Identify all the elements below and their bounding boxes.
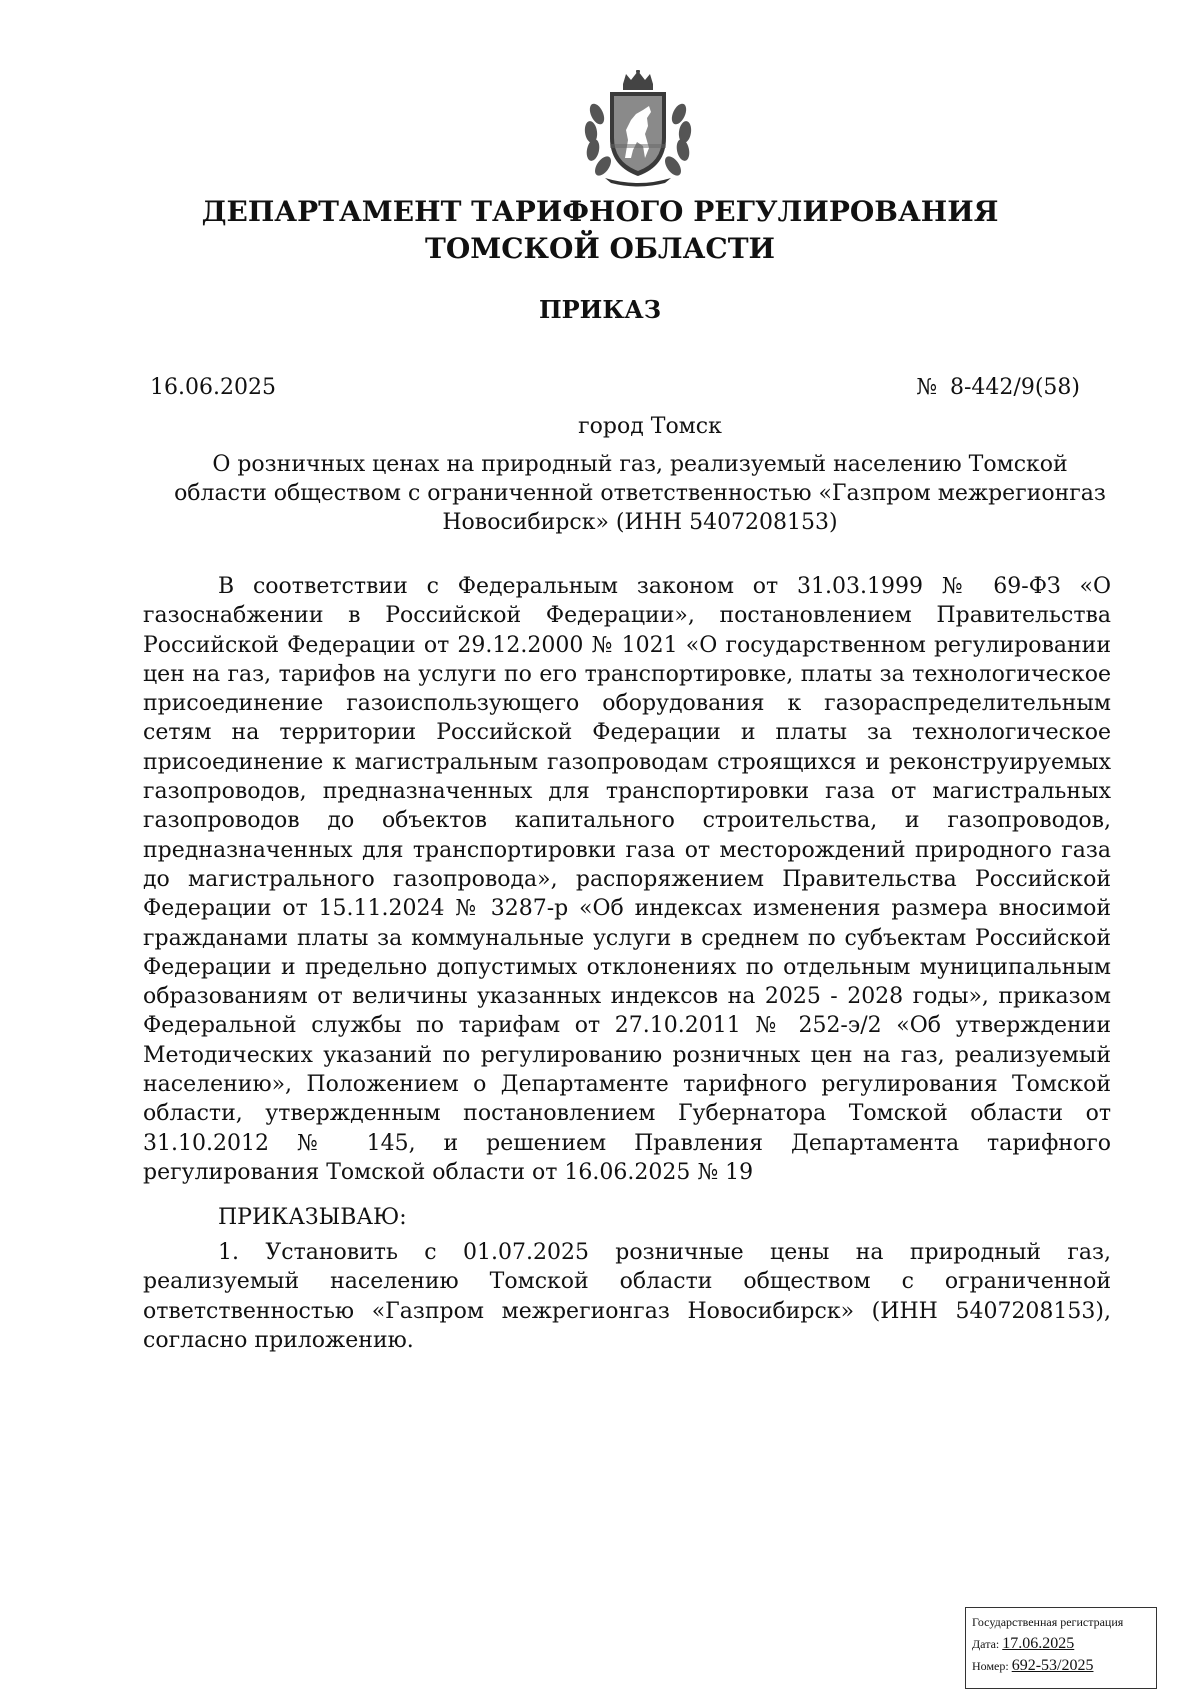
order-verb: ПРИКАЗЫВАЮ:	[218, 1205, 407, 1230]
order-subject: О розничных ценах на природный газ, реализуемый населению Томской области обществом с ограниченной ответственностью «Газпром межрегионгаз Новосибирск» (ИНН 5407208153)	[174, 452, 1106, 535]
department-title	[100, 193, 1100, 267]
document-type: ПРИКАЗ	[538, 295, 662, 324]
coat-of-arms-emblem	[573, 70, 703, 188]
registration-number-label: Номер:	[972, 1659, 1009, 1673]
registration-date-label: Дата:	[972, 1637, 1000, 1651]
order-date: 16.06.2025	[150, 375, 276, 400]
registration-stamp	[965, 1607, 1157, 1689]
registration-date-row	[972, 1633, 1150, 1655]
registration-date-value: 17.06.2025	[1002, 1635, 1075, 1652]
order-number: № 8-442/9(58)	[916, 375, 1080, 400]
registration-title: Государственная регистрация	[972, 1615, 1124, 1629]
preamble-paragraph: В соответствии с Федеральным законом от 31.03.1999 № 69-ФЗ «О газоснабжении в Российской Федерации», постановлением Правительства Российской Федерации от 29.12.2000 № 1021 «О государственном регулировании цен на газ, тарифов на услуги по его транспортировке, платы за технологическое присоединение газоиспользующего оборудования к газораспределительным сетям на территории Российской Федерации и платы за технологическое присоединение к магистральным газопроводам строящихся и реконструируемых газопроводов, предназначенных для транспортировки газа от магистральных газопроводов до объектов капитального строительства, и газопроводов, предназначенных для транспортировки газа от месторождений природного газа до магистрального газопровода», распоряжением Правительства Российской Федерации от 15.11.2024 № 3287-р «Об индексах изменения размера вносимой гражданами платы за коммунальные услуги в среднем по субъектам Российской Федерации и предельно допустимых отклонениях по отдельным муниципальным образованиям от величины указанных индексов на 2025 - 2028 годы», приказом Федеральной службы по тарифам от 27.10.2011 № 252-э/2 «Об утверждении Методических указаний по регулированию розничных цен на газ, реализуемый населению», Положением о Департаменте тарифного регулирования Томской области, утвержденным постановлением Губернатора Томской области от 31.10.2012 № 145, и решением Правления Департамента тарифного регулирования Томской области от 16.06.2025 № 19	[143, 574, 1111, 1185]
registration-number-row	[972, 1655, 1150, 1677]
registration-number-value: 692-53/2025	[1011, 1657, 1094, 1674]
order-point-1: 1. Установить с 01.07.2025 розничные цены на природный газ, реализуемый населению Томской области обществом с ограниченной ответственностью «Газпром межрегионгаз Новосибирск» (ИНН 5407208153), согласно приложению.	[143, 1240, 1111, 1353]
department-title-line1: ДЕПАРТАМЕНТ ТАРИФНОГО РЕГУЛИРОВАНИЯ	[201, 195, 999, 228]
city: город Томск	[578, 414, 722, 439]
department-title-line2: ТОМСКОЙ ОБЛАСТИ	[424, 232, 776, 265]
